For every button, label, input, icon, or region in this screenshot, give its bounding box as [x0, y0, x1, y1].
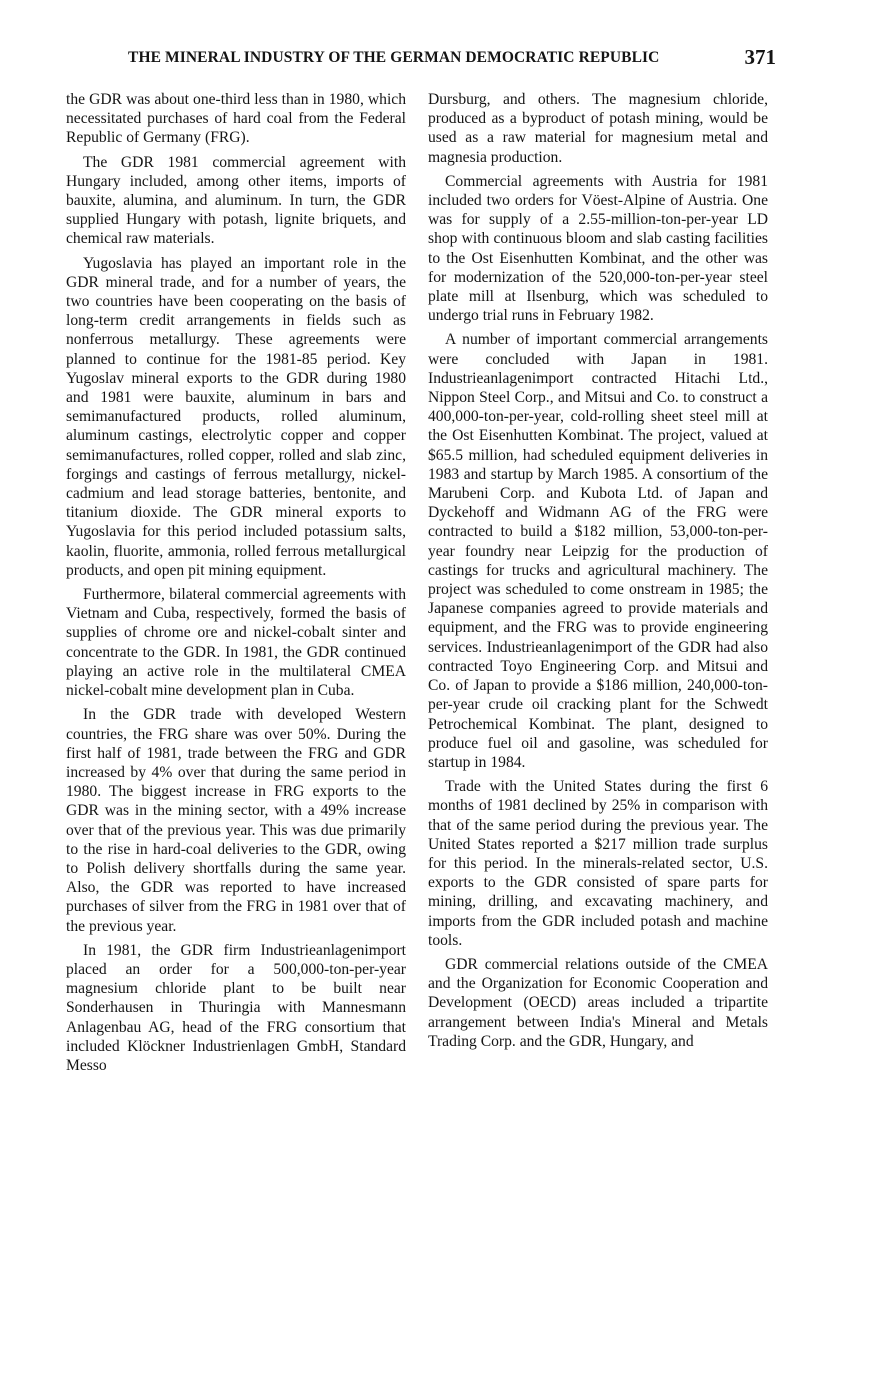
paragraph: GDR commercial relations outside of the CMEA and the Organization for Economic Cooperation and Development (OECD) areas included a tripartite arrangement between India's Mineral and Metals Trading Corp. and the GDR, Hungary, and	[428, 955, 768, 1050]
paragraph: A number of important commercial arrangements were concluded with Japan in 1981. Industrieanlagenimport contracted Hitachi Ltd., Nippon Steel Corp., and Mitsui and Co. to construct a 400,000-ton-per-year, cold-rolling sheet steel mill at the Ost Eisenhutten Kombinat. The project, valued at $65.5 million, had scheduled equipment deliveries in 1983 and startup by March 1985. A consortium of the Marubeni Corp. and Kubota Ltd. of Japan and Dyckehoff and Widmann AG of the FRG were contracted to build a $182 million, 53,000-ton-per-year foundry near Leipzig for the production of castings for trucks and agricultural machinery. The project was scheduled to come onstream in 1985; the Japanese companies agreed to provide materials and equipment, and the FRG was to provide engineering services. Industrieanlagenimport of the GDR had also contracted Toyo Engineering Corp. and Mitsui and Co. of Japan to provide a $186 million, 240,000-ton-per-year crude oil cracking plant for the Schwedt Petrochemical Kombinat. The plant, designed to produce fuel oil and gasoline, was scheduled for startup in 1984.	[428, 331, 768, 771]
left-column	[66, 90, 406, 1080]
paragraph: In 1981, the GDR firm Industrieanlagenimport placed an order for a 500,000-ton-per-year magnesium chloride plant to be built near Sonderhausen in Thuringia with Mannesmann Anlagenbau AG, head of the FRG consortium that included Klöckner Industrienlagen GmbH, Standard Messo	[66, 941, 406, 1074]
paragraph: The GDR 1981 commercial agreement with Hungary included, among other items, imports of bauxite, alumina, and aluminum. In turn, the GDR supplied Hungary with potash, lignite briquets, and chemical raw materials.	[66, 153, 406, 248]
running-title: THE MINERAL INDUSTRY OF THE GERMAN DEMOCRATIC REPUBLIC	[128, 49, 660, 66]
paragraph: In the GDR trade with developed Western countries, the FRG share was over 50%. During the first half of 1981, trade between the FRG and GDR increased by 4% over that during the same period in 1980. The biggest increase in FRG exports to the GDR was in the mining sector, with a 49% increase over that of the previous year. This was due primarily to the rise in hard-coal deliveries to the GDR, owing to Polish delivery shortfalls during the same year. Also, the GDR was reported to have increased purchases of silver from the FRG in 1981 over that of the previous year.	[66, 706, 406, 935]
paragraph: Dursburg, and others. The magnesium chloride, produced as a byproduct of potash mining, would be used as a raw material for magnesium metal and magnesia production.	[428, 91, 768, 166]
paragraph: Trade with the United States during the first 6 months of 1981 declined by 25% in comparison with that of the same period during the previous year. The United States reported a $217 million trade surplus for this period. In the minerals-related sector, U.S. exports to the GDR consisted of spare parts for mining, drilling, and excavating machinery, and imports from the GDR included potash and machine tools.	[428, 778, 768, 949]
paragraph: Commercial agreements with Austria for 1981 included two orders for Vöest-Alpine of Austria. One was for supply of a 2.55-million-ton-per-year LD shop with continuous bloom and slab casting facilities to the Ost Eisenhutten Kombinat, and the other was for modernization of the 520,000-ton-per-year steel plate mill at Ilsenburg, which was scheduled to undergo trial runs in February 1982.	[428, 172, 768, 325]
page-number: 371	[744, 45, 776, 69]
right-column	[428, 90, 768, 1056]
paragraph: Furthermore, bilateral commercial agreements with Vietnam and Cuba, respectively, formed the basis of supplies of chrome ore and nickel-cobalt sinter and concentrate to the GDR. In 1981, the GDR continued playing an active role in the multilateral CMEA nickel-cobalt mine development plan in Cuba.	[66, 586, 406, 700]
paragraph: the GDR was about one-third less than in 1980, which necessitated purchases of hard coal from the Federal Republic of Germany (FRG).	[66, 91, 406, 147]
paragraph: Yugoslavia has played an important role in the GDR mineral trade, and for a number of years, the two countries have been cooperating on the basis of long-term credit arrangements in fields such as nonferrous metallurgy. These agreements were planned to continue for the 1981-85 period. Key Yugoslav mineral exports to the GDR during 1980 and 1981 were bauxite, aluminum in bars and semimanufactured products, rolled aluminum, aluminum castings, electrolytic copper and copper semimanufactures, rolled copper, rolled and slab zinc, forgings and castings of ferrous metallurgy, nickel-cadmium and lead storage batteries, bentonite, and titanium dioxide. The GDR mineral exports to Yugoslavia for this period included potassium salts, kaolin, fluorite, ammonia, rolled ferrous metallurgical products, and open pit mining equipment.	[66, 254, 406, 579]
running-head	[64, 44, 776, 72]
